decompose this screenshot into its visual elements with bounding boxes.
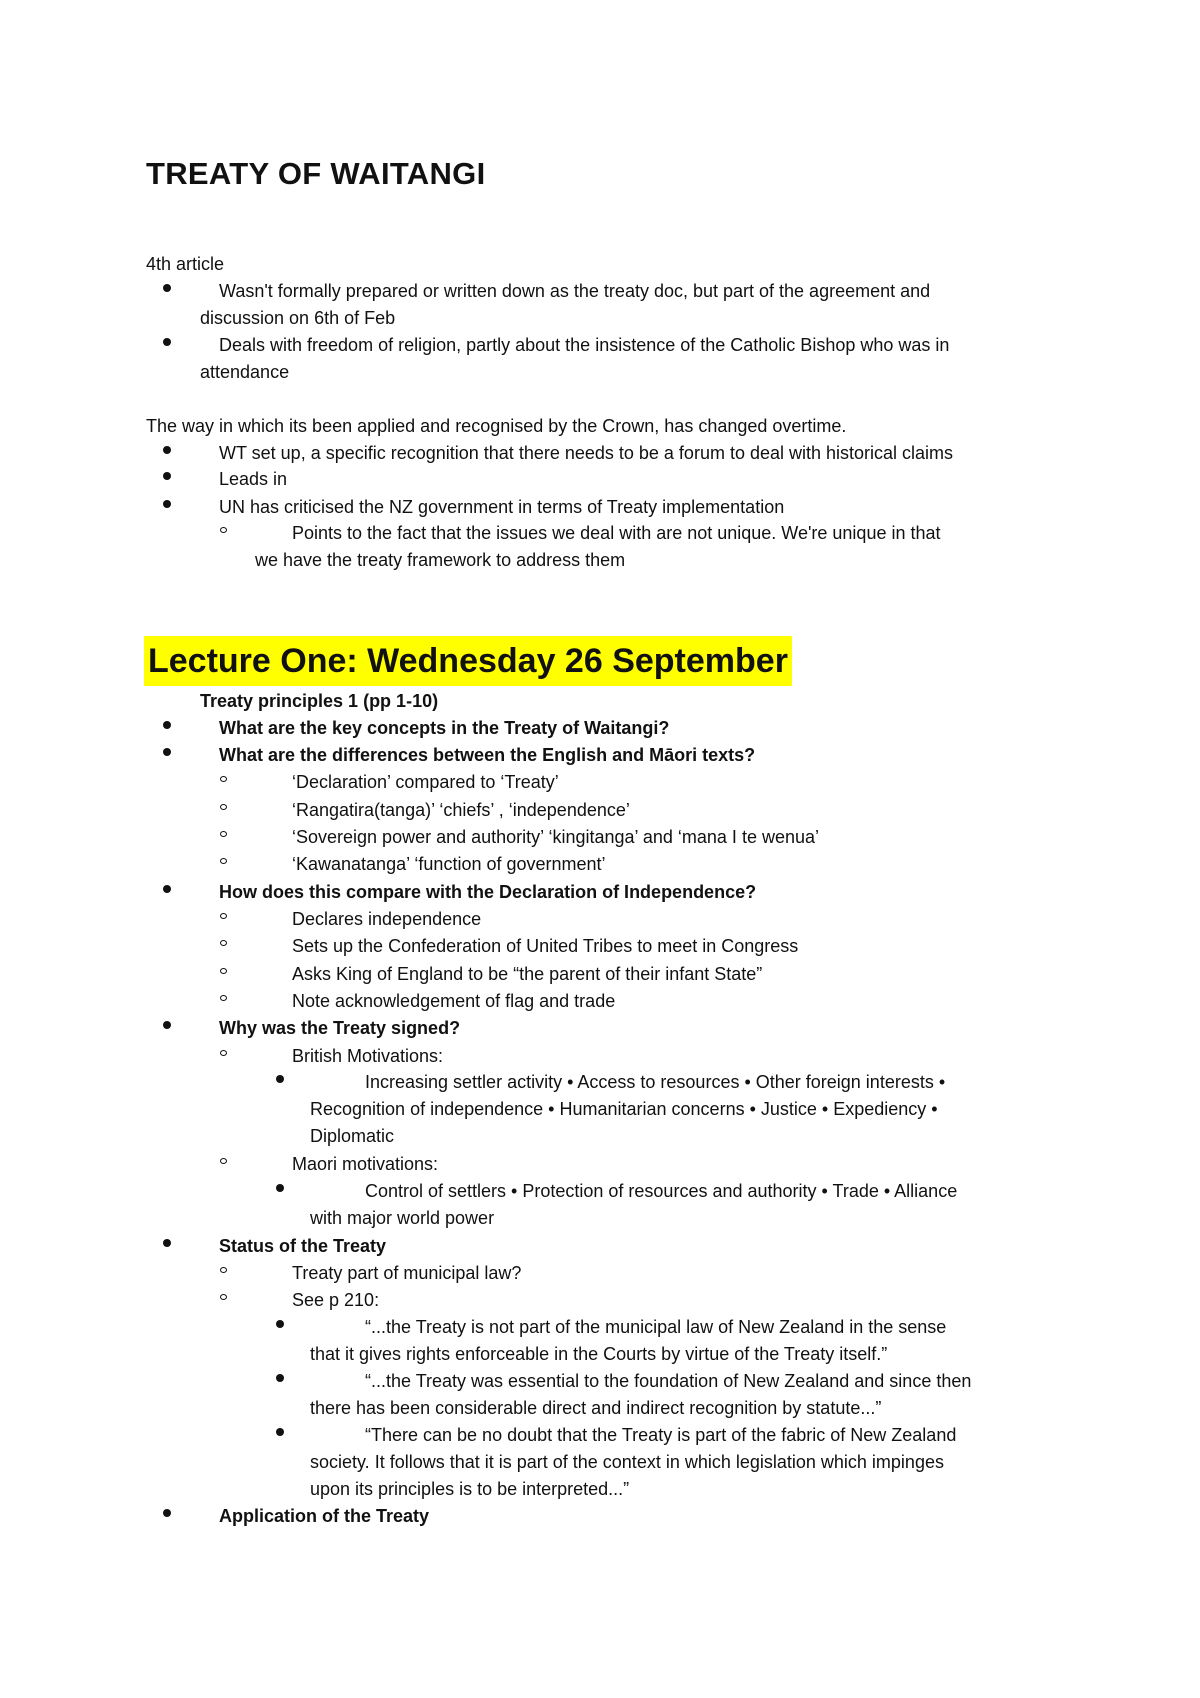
sub-list-item: Points to the fact that the issues we deal with are not unique. We're unique in that bbox=[292, 523, 941, 543]
sub-sub-list-item-continuation: Diplomatic bbox=[310, 1126, 395, 1146]
bullet-icon bbox=[276, 1184, 284, 1192]
sub-bullet-icon bbox=[220, 913, 227, 919]
bullet-icon bbox=[163, 500, 171, 508]
sub-sub-list-item: Increasing settler activity • Access to resources • Other foreign interests • bbox=[365, 1072, 946, 1092]
sub-sub-list-item-continuation: with major world power bbox=[310, 1208, 495, 1228]
sub-bullet-icon bbox=[220, 831, 227, 837]
sub-bullet-icon bbox=[220, 1158, 227, 1164]
list-item: Wasn't formally prepared or written down as the treaty doc, but part of the agreement and bbox=[219, 281, 931, 301]
sub-bullet-icon bbox=[220, 995, 227, 1001]
bullet-icon bbox=[163, 472, 171, 480]
section-label: 4th article bbox=[146, 254, 225, 274]
bullet-icon bbox=[163, 338, 171, 346]
sub-bullet-icon bbox=[220, 1294, 227, 1300]
list-item: Leads in bbox=[219, 469, 288, 489]
question-item: Application of the Treaty bbox=[219, 1506, 430, 1526]
page-title: TREATY OF WAITANGI bbox=[146, 156, 486, 191]
sub-list-item: See p 210: bbox=[292, 1290, 380, 1310]
question-item: How does this compare with the Declaration of Independence? bbox=[219, 882, 757, 902]
bullet-icon bbox=[163, 721, 171, 729]
sub-bullet-icon bbox=[220, 940, 227, 946]
sub-sub-list-item-continuation: Recognition of independence • Humanitarian concerns • Justice • Expediency • bbox=[310, 1099, 938, 1119]
sub-list-item: Maori motivations: bbox=[292, 1154, 439, 1174]
sub-bullet-icon bbox=[220, 776, 227, 782]
bullet-icon bbox=[276, 1320, 284, 1328]
question-item: What are the key concepts in the Treaty of Waitangi? bbox=[219, 718, 670, 738]
sub-list-item: ‘Rangatira(tanga)’ ‘chiefs’ , ‘independence’ bbox=[292, 800, 630, 820]
sub-list-item: Declares independence bbox=[292, 909, 482, 929]
paragraph: The way in which its been applied and recognised by the Crown, has changed overtime. bbox=[146, 416, 847, 436]
sub-list-item: ‘Kawanatanga’ ‘function of government’ bbox=[292, 854, 606, 874]
bullet-icon bbox=[163, 1239, 171, 1247]
quote-item: “...the Treaty was essential to the foundation of New Zealand and since then bbox=[365, 1371, 972, 1391]
bullet-icon bbox=[276, 1374, 284, 1382]
sub-list-item: Asks King of England to be “the parent of their infant State” bbox=[292, 964, 763, 984]
sub-list-item: ‘Declaration’ compared to ‘Treaty’ bbox=[292, 772, 559, 792]
quote-item-continuation: there has been considerable direct and indirect recognition by statute...” bbox=[310, 1398, 882, 1418]
subheading: Treaty principles 1 (pp 1-10) bbox=[200, 691, 439, 711]
list-item: Deals with freedom of religion, partly about the insistence of the Catholic Bishop who was in bbox=[219, 335, 950, 355]
quote-item: “There can be no doubt that the Treaty is part of the fabric of New Zealand bbox=[365, 1425, 957, 1445]
question-item: Why was the Treaty signed? bbox=[219, 1018, 461, 1038]
list-item-continuation: discussion on 6th of Feb bbox=[200, 308, 396, 328]
question-item: What are the differences between the English and Māori texts? bbox=[219, 745, 756, 765]
bullet-icon bbox=[163, 1021, 171, 1029]
sub-list-item: Treaty part of municipal law? bbox=[292, 1263, 522, 1283]
bullet-icon bbox=[163, 885, 171, 893]
bullet-icon bbox=[163, 446, 171, 454]
sub-list-item-continuation: we have the treaty framework to address them bbox=[255, 550, 626, 570]
sub-bullet-icon bbox=[220, 804, 227, 810]
sub-bullet-icon bbox=[220, 858, 227, 864]
bullet-icon bbox=[163, 1509, 171, 1517]
sub-bullet-icon bbox=[220, 1267, 227, 1273]
quote-item-continuation: society. It follows that it is part of the context in which legislation which impinges bbox=[310, 1452, 944, 1472]
sub-sub-list-item: Control of settlers • Protection of resources and authority • Trade • Alliance bbox=[365, 1181, 958, 1201]
bullet-icon bbox=[276, 1428, 284, 1436]
sub-bullet-icon bbox=[220, 1050, 227, 1056]
sub-list-item: Note acknowledgement of flag and trade bbox=[292, 991, 616, 1011]
bullet-icon bbox=[163, 748, 171, 756]
sub-list-item: British Motivations: bbox=[292, 1046, 444, 1066]
question-item: Status of the Treaty bbox=[219, 1236, 387, 1256]
sub-list-item: Sets up the Confederation of United Tribes to meet in Congress bbox=[292, 936, 799, 956]
bullet-icon bbox=[276, 1075, 284, 1083]
quote-item-continuation: upon its principles is to be interpreted...” bbox=[310, 1479, 630, 1499]
list-item: UN has criticised the NZ government in terms of Treaty implementation bbox=[219, 497, 785, 517]
quote-item-continuation: that it gives rights enforceable in the Courts by virtue of the Treaty itself.” bbox=[310, 1344, 888, 1364]
sub-bullet-icon bbox=[220, 968, 227, 974]
quote-item: “...the Treaty is not part of the municipal law of New Zealand in the sense bbox=[365, 1317, 947, 1337]
sub-bullet-icon bbox=[220, 527, 227, 533]
list-item: WT set up, a specific recognition that there needs to be a forum to deal with historical claims bbox=[219, 443, 954, 463]
sub-list-item: ‘Sovereign power and authority’ ‘kingitanga’ and ‘mana I te wenua’ bbox=[292, 827, 819, 847]
list-item-continuation: attendance bbox=[200, 362, 290, 382]
bullet-icon bbox=[163, 284, 171, 292]
lecture-heading: Lecture One: Wednesday 26 September bbox=[144, 636, 792, 686]
